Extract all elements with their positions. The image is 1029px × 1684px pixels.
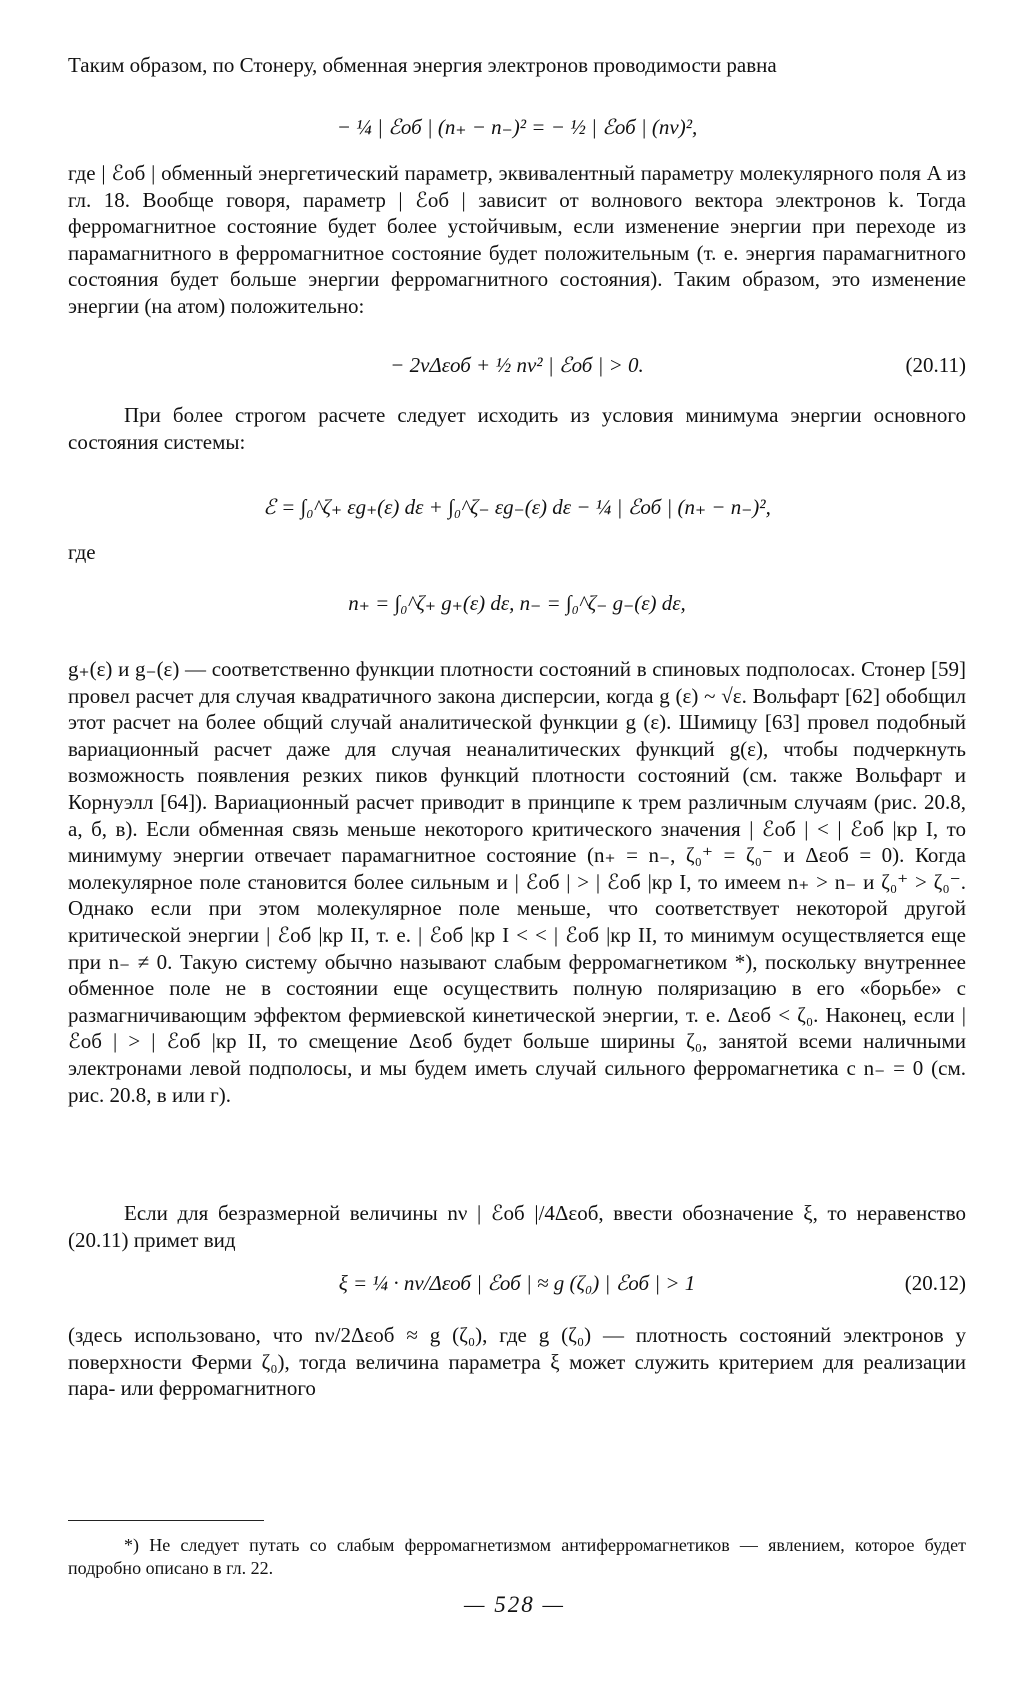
formula-electron-numbers: n₊ = ∫₀^ζ₊ g₊(ε) dε, n₋ = ∫₀^ζ₋ g₋(ε) dε, — [348, 591, 686, 615]
equation-number-20-11: (20.11) — [905, 353, 966, 377]
paragraph-exchange-parameter: где | ℰоб | обменный энергетический параметр, эквивалентный параметру молекулярного поля A из гл. 18. Вообще говоря, параметр | ℰоб | зависит от волнового вектора электронов k. Тогда ферромагнитное состояние будет более устойчивым, если изменение энергии при переходе из парамагнитного в ферромагнитное состояние будет положительным (т. е. энергия парамагнитного состояния будет больше энергии ферромагнитного состояния). Таким образом, это изменение энергии (на атом) положительно: — [68, 161, 966, 318]
word-where: где — [68, 540, 96, 564]
paragraph-dimensionless-quantity: Если для безразмерной величины nν | ℰоб |/4Δεоб, ввести обозначение ξ, то неравенство (20.11) примет вид — [68, 1201, 966, 1252]
formula-ground-state-energy: ℰ = ∫₀^ζ₊ εg₊(ε) dε + ∫₀^ζ₋ εg₋(ε) dε − ¼ | ℰоб | (n₊ − n₋)², — [263, 495, 771, 519]
footnote: *) Не следует путать со слабым ферромагнетизмом антиферромагнетиков — явлением, которое будет подробно описано в гл. 22. — [68, 1535, 966, 1578]
formula-exchange-energy: − ¼ | ℰоб | (n₊ − n₋)² = − ½ | ℰоб | (nν)², — [336, 115, 698, 139]
formula-20-11 — [68, 350, 966, 380]
footnote-divider — [68, 1520, 264, 1521]
equation-number-20-12: (20.12) — [904, 1271, 966, 1295]
formula-20-11-body: − 2νΔεоб + ½ nν² | ℰоб | > 0. — [390, 353, 644, 377]
paragraph-strict-calculation: При более строгом расчете следует исходить из условия минимума энергии основного состояния системы: — [68, 403, 966, 454]
paragraph-criterion: (здесь использовано, что nν/2Δεоб ≈ g (ζ₀), где g (ζ₀) — плотность состояний электронов у поверхности Ферми ζ₀), тогда величина параметра ξ может служить критерием для реализации пара- или ферромагнитного — [68, 1323, 966, 1401]
page-number: — 528 — — [464, 1592, 565, 1617]
formula-20-12 — [68, 1268, 966, 1298]
paragraph-variational-calculation: g₊(ε) и g₋(ε) — соответственно функции плотности состояний в спиновых подполосах. Стонер [59] провел расчет для случая квадратичного закона дисперсии, когда g (ε) ~ √ε. Вольфарт [62] обобщил этот расчет на более общий случай аналитической функции g (ε). Шимицу [63] провел подобный вариационный расчет даже для случая неаналитических функций g(ε), чтобы подчеркнуть возможность появления резких пиков функций плотности состояний (см. также Вольфарт и Корнуэлл [64]). Вариационный расчет приводит в принципе к трем различным случаям (рис. 20.8, а, б, в). Если обменная связь меньше некоторого критического значения | ℰоб | < | ℰоб |кр I, то минимуму энергии отвечает парамагнитное состояние (n₊ = n₋, ζ₀⁺ = ζ₀⁻ и Δεоб = 0). Когда молекулярное поле становится более сильным и | ℰоб | > | ℰоб |кр I, то имеем n₊ > n₋ и ζ₀⁺ > ζ₀⁻. Однако если при этом молекулярное поле меньше, что соответствует некоторой другой критической энергии | ℰоб |кр II, т. е. | ℰоб |кр I < < | ℰоб |кр II, то минимум осуществляется еще при n₋ ≠ 0. Такую систему обычно называют слабым ферромагнетиком *), поскольку внутреннее обменное поле не в состоянии еще осуществить полную поляризацию в его «борьбе» с размагничивающим эффектом фермиевской кинетической энергии, т. е. Δεоб < ζ₀. Наконец, если | ℰоб | > | ℰоб |кр II, то смещение Δεоб будет больше ширины ζ₀, занятой всеми наличными электронами левой подполосы, и мы будем иметь случай сильного ферромагнетика с n₋ = 0 (см. рис. 20.8, в или г). — [68, 657, 966, 1107]
formula-20-12-body: ξ = ¼ · nν/Δεоб | ℰоб | ≈ g (ζ₀) | ℰоб | > 1 — [338, 1271, 696, 1295]
paragraph-intro: Таким образом, по Стонеру, обменная энергия электронов проводимости равна — [68, 53, 777, 77]
